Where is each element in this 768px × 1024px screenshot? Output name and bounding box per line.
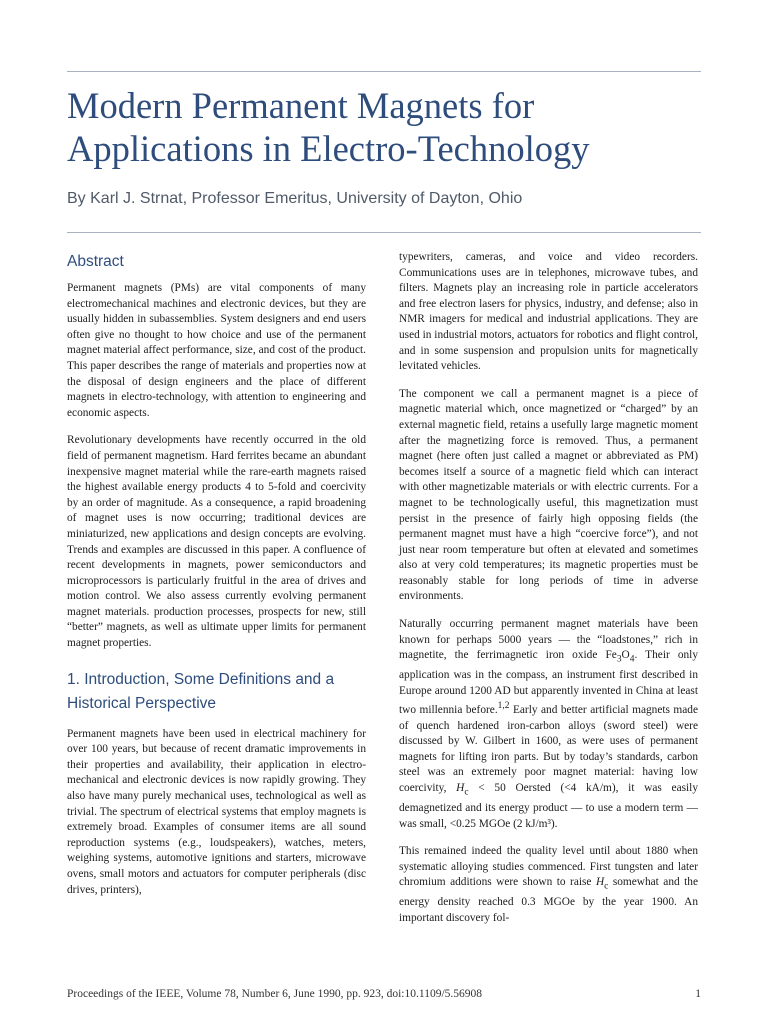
right-column xyxy=(399,250,698,938)
text-run: Naturally occurring permanent magnet materials have been known for perhaps 5000 years — the “loadstones,” rich in magnetite, the ferrimagnetic iron oxide Fe xyxy=(399,618,698,662)
left-column xyxy=(67,252,366,910)
paper-title: Modern Permanent Magnets for Applications in Electro-Technology xyxy=(67,85,590,169)
top-rule xyxy=(67,71,701,72)
subscript: 4 xyxy=(629,654,635,665)
text-run: somewhat and the energy density reached 0.3 MGOe by the year 1900. An important discovery fol- xyxy=(399,876,698,924)
body-paragraph xyxy=(399,844,698,926)
text-run: This remained indeed the quality level until about 1880 when systematic alloying studies commenced. First tungsten and later chromium additions were shown to raise xyxy=(399,845,698,889)
footer-citation: Proceedings of the IEEE, Volume 78, Number 6, June 1990, pp. 923, doi:10.1109/5.56908 xyxy=(67,988,483,1000)
abstract-paragraph: Permanent magnets (PMs) are vital components of many electromechanical machines and electronic devices, but they are usually hidden in subassemblies. System designers and end users often give no thought to how choice and use of the permanent magnet material affect performance, size, and cost of the product. This paper describes the range of materials and properties now at the disposal of design engineers and the place of different magnets in electro-technology, with attention to engineering and economic aspects. xyxy=(67,282,366,419)
body-paragraph: typewriters, cameras, and voice and video recorders. Communications uses are in telephones, microwave tubes, and filters. Magnets play an increasing role in particle accelerators and free electron lasers for physics, industry, and defense; also in NMR imagers for medical and industrial applications. They are used in industrial motors, actuators for robotics and flight control, and in some suspension and propulsion units for magnetically levitated vehicles. xyxy=(399,251,698,373)
intro-paragraph: Permanent magnets have been used in electrical machinery for over 100 years, but because of recent dramatic improvements in their properties and availability, their application in electro-mechanical and electronic devices is now rapidly growing. They also have many purely mechanical uses, technological as well as trivial. The spectrum of electrical systems that employ magnets is extremely broad. Examples of consumer items are all sound reproduction systems (e.g., loudspeakers), watches, meters, weighing systems, automotive ignitions and starters, microwave ovens, small motors and actuators for computer peripherals (disc drives, printers), xyxy=(67,727,366,896)
abstract-paragraph: Revolutionary developments have recently occurred in the old field of permanent magnetism. Hard ferrites became an abundant inexpensive magnet material while the rare-earth magnets raised the highest available energy products 4 to 5-fold and coercivity by an order of magnitude. As a consequence, a rapid broadening of magnet uses is now occurring; traditional devices are miniaturized, new applications and design concepts are evolving. Trends and examples are discussed in this paper. A confluence of recent developments in magnets, power semiconductors and microprocessors is particularly fruitful in the area of drives and motion control. We also assess currently evolving permanent magnet materials. production processes, prospects for new, still “better” magnets, as well as ultimate upper limits for permanent magnet properties. xyxy=(67,434,366,650)
author-byline: By Karl J. Strnat, Professor Emeritus, University of Dayton, Ohio xyxy=(67,190,523,207)
page-footer xyxy=(67,988,701,1000)
body-paragraph: The component we call a permanent magnet is a piece of magnetic material which, once magnetized or “charged” by an external magnetic field, retains a usefully large magnetic moment after the magnetizing force is removed. Thus, a permanent magnet (here often just called a magnet or abbreviated as PM) becomes itself a source of a magnetic field which can interact with other magnetizable materials or with electric currents. For a magnet to be technologically useful, this magnetization must persist in the presence of fairly high opposing fields (the permanent magnet must have a high “coercive force”), and not just near room temperature but often at elevated and sometimes also at very cold temperatures; its magnetic properties must be reasonably stable for long periods of time in adverse environments. xyxy=(399,387,698,603)
page-number: 1 xyxy=(695,988,701,1000)
text-run: O xyxy=(621,649,630,662)
abstract-heading: Abstract xyxy=(67,253,124,270)
citation-superscript: 1,2 xyxy=(497,701,510,712)
symbol-italic: H xyxy=(595,876,605,889)
subscript: c xyxy=(464,787,469,798)
text-run: . Their only application was in the compass, an instrument first described in Europe around 1200 AD but apparently invented in China at least two millennia before. xyxy=(399,649,699,717)
header-rule xyxy=(67,232,701,233)
subscript: 3 xyxy=(616,654,622,665)
text-run: Early and better artificial magnets made of quench hardened iron-carbon alloys (sword steel) were discussed by W. Gilbert in 1600, as were uses of permanent magnets for lifting iron parts. But by today’s standards, carbon steel was an extremely poor magnet material: having low coercivity, xyxy=(399,704,698,795)
subscript: c xyxy=(604,881,609,892)
symbol-italic: H xyxy=(456,782,465,795)
text-run: < 50 Oersted (<4 kA/m), it was easily demagnetized and its energy product — to use a modern term — was small, <0.25 MGOe (2 kJ/m³). xyxy=(399,782,698,830)
body-paragraph xyxy=(399,617,698,832)
introduction-heading: 1. Introduction, Some Definitions and a Historical Perspective xyxy=(67,670,335,713)
